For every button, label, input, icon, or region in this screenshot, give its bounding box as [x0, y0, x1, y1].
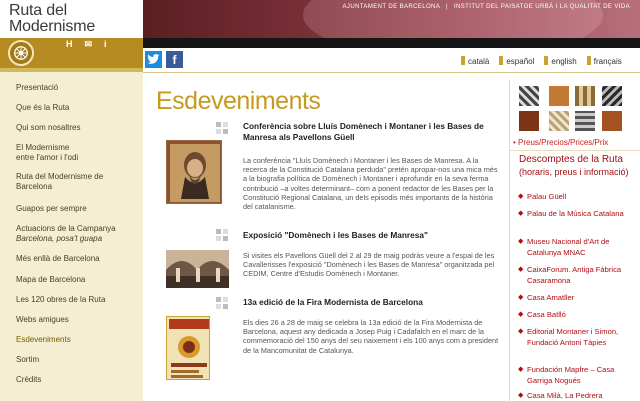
event-2-body: Si visites els Pavellons Güell del 2 al 29 de maig podràs veure a l'espai de les Cavallerisses l'exposició "Domènech i les Bases de Manresa" organitzada pel CEDIM, Centre d'Estudis Domènech i Montaner. — [243, 251, 495, 279]
home-icon[interactable]: H — [66, 39, 73, 49]
sidebar-item-que-es-la-ruta[interactable]: Que és la Ruta — [16, 103, 70, 112]
discount-item[interactable]: ◆ Fundación Mapfre – Casa Garriga Nogués — [527, 364, 640, 386]
banner-links — [339, 4, 630, 10]
sidebar-item-ruta-barcelona[interactable]: Ruta del Modernisme de Barcelona — [16, 172, 104, 191]
brand-line-1: Ruta del — [9, 2, 67, 19]
sidebar-item-actuacions[interactable]: Actuacions de la Campanya Barcelona, posa't guapa — [16, 224, 116, 243]
discount-item[interactable]: ◆ Museu Nacional d'Art de Catalunya MNAC — [527, 236, 640, 258]
lang-espanol[interactable]: español — [499, 56, 534, 66]
lang-english[interactable]: english — [544, 56, 576, 66]
gallery-tile-3[interactable] — [575, 86, 595, 106]
event-2-expand-icon[interactable] — [215, 228, 229, 242]
discount-item[interactable]: ◆ Editorial Montaner i Simon, Fundació Antoni Tàpies — [527, 326, 640, 348]
brand-logo[interactable] — [0, 0, 143, 38]
sidebar-item-esdeveniments[interactable]: Esdeveniments — [16, 335, 71, 344]
twitter-icon[interactable] — [145, 51, 162, 68]
event-3-body: Els dies 26 a 28 de maig se celebra la 13a edició de la Fira Modernista de Barcelona, aquest any dedicada a Josep Puig i Cadafalch en el marc de la commemoració del 150 anys del seu naixement i els 100 anys com a president de la Mancomunitat de Catalunya. — [243, 318, 499, 355]
event-1-title[interactable]: Conferència sobre Lluís Domènech i Montaner i les Bases de Manresa als Pavellons Güell — [243, 121, 484, 142]
top-divider — [143, 72, 640, 73]
sidebar-item-modernisme-amor-odi[interactable]: El Modernisme entre l'amor i l'odi — [16, 143, 79, 162]
gallery-tile-7[interactable] — [575, 111, 595, 131]
event-1-expand-icon[interactable] — [215, 121, 229, 135]
content-divider — [509, 80, 510, 401]
social-links — [145, 51, 183, 68]
discount-item[interactable]: ◆ CaixaForum. Antiga Fàbrica Casaramona — [527, 264, 640, 286]
discounts-heading: Descomptes de la Ruta — [519, 154, 623, 165]
event-3-expand-icon[interactable] — [215, 296, 229, 310]
gallery-tile-5[interactable] — [519, 111, 539, 131]
discount-item[interactable]: ◆ Palau de la Música Catalana — [527, 208, 640, 219]
institut-link[interactable]: INSTITUT DEL PAISATGE URBÀ I LA QUALITAT DE VIDA — [453, 4, 630, 10]
event-3-poster-image[interactable] — [166, 316, 210, 380]
sidebar-item-guapos[interactable]: Guapos per sempre — [16, 204, 87, 213]
sidebar-item-webs-amigues[interactable]: Webs amigues — [16, 315, 69, 324]
gallery-tile-1[interactable] — [519, 86, 539, 106]
discount-item[interactable]: ◆ Casa Milà, La Pedrera — [527, 390, 640, 401]
event-1-portrait-image[interactable] — [166, 140, 222, 204]
banner-separator: | — [445, 4, 448, 10]
sidebar-item-presentacio[interactable]: Presentació — [16, 83, 59, 92]
top-icons — [66, 39, 107, 50]
discounts-subheading: (horaris, preus i informació) — [519, 167, 629, 177]
discount-item[interactable]: ◆ Casa Batlló — [527, 309, 640, 320]
gallery-tile-8[interactable] — [602, 111, 622, 131]
event-2-exhibition-image[interactable] — [166, 250, 229, 288]
language-selector — [461, 56, 622, 66]
page-title: Esdeveniments — [156, 87, 321, 115]
event-2-title[interactable]: Exposició "Domènech i les Bases de Manresa" — [243, 230, 428, 240]
gallery-tile-4[interactable] — [602, 86, 622, 106]
gallery-tile-6[interactable] — [549, 111, 569, 131]
lang-catala[interactable]: català — [461, 56, 489, 66]
discount-item[interactable]: ◆ Casa Amatller — [527, 292, 640, 303]
event-1-body: La conferència "Lluís Domènech i Montaner i les Bases de Manresa. A la recerca de la Constitució Catalana perduda" pretén apropar-nos una mica més a la biografia política de Domènech i Montaner i aprofundir en la seva ferma contribució –a voltes determinant– com a ponent redactor de les Bases per la Constitució Regional Catalana, un dels episodis més importants de la història del catalanisme. — [243, 156, 498, 212]
info-icon[interactable]: i — [104, 39, 107, 49]
lang-francais[interactable]: français — [587, 56, 622, 66]
sidebar-item-mapa[interactable]: Mapa de Barcelona — [16, 275, 86, 284]
sidebar-item-qui-som[interactable]: Qui som nosaltres — [16, 123, 81, 132]
prices-link[interactable]: • Preus/Precios/Prices/Prix — [513, 138, 609, 147]
dark-bar — [143, 38, 640, 48]
sidebar-item-mes-enlla[interactable]: Més enllà de Barcelona — [16, 254, 100, 263]
mail-icon[interactable]: ✉ — [84, 39, 93, 49]
modernisme-emblem-icon[interactable] — [8, 40, 34, 66]
header-banner — [143, 0, 640, 38]
sidebar-item-sortim[interactable]: Sortim — [16, 355, 40, 364]
facebook-icon[interactable]: f — [166, 51, 183, 68]
event-3-title[interactable]: 13a edició de la Fira Modernista de Barcelona — [243, 297, 423, 307]
ajuntament-link[interactable]: AJUNTAMENT DE BARCELONA — [342, 4, 440, 10]
brand-title — [9, 3, 95, 35]
discount-item[interactable]: ◆ Palau Güell — [527, 191, 640, 202]
gallery-tile-2[interactable] — [549, 86, 569, 106]
sidebar — [0, 72, 143, 401]
right-divider — [510, 150, 640, 151]
discounts-title — [519, 154, 640, 178]
brand-line-2: Modernisme — [9, 18, 96, 35]
sidebar-item-credits[interactable]: Crèdits — [16, 375, 42, 384]
sidebar-item-120-obres[interactable]: Les 120 obres de la Ruta — [16, 295, 106, 304]
